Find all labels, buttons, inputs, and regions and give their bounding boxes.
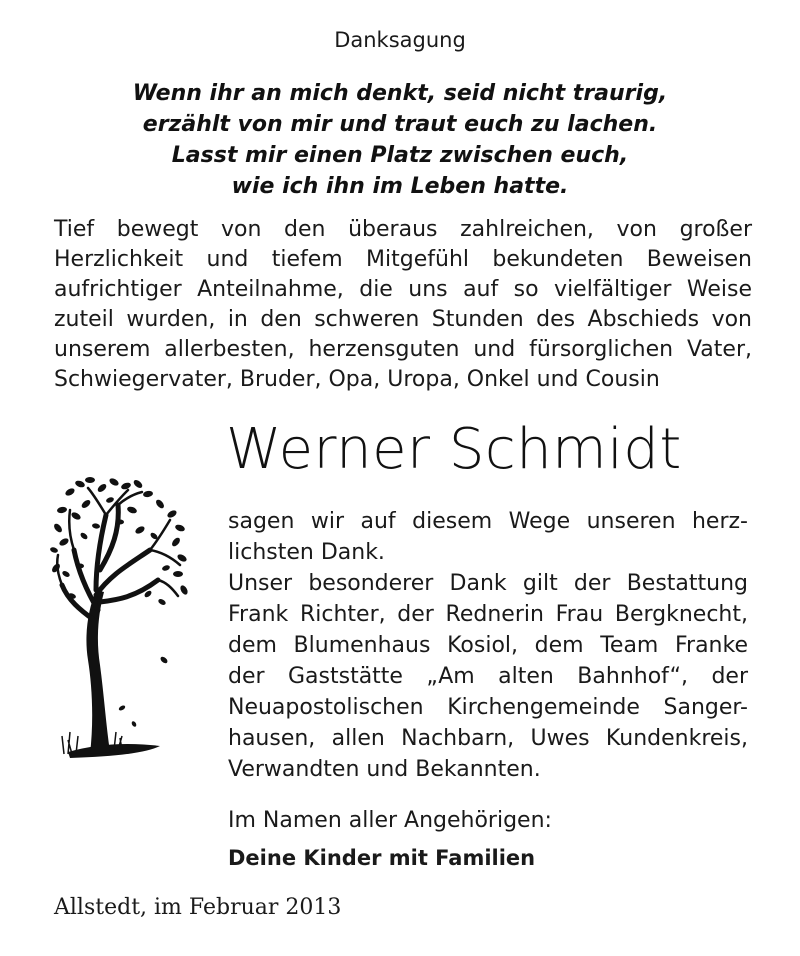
thanks-line: Verwandten und Bekannten. xyxy=(228,757,541,782)
falling-leaf xyxy=(159,656,168,665)
tree-branches xyxy=(62,505,158,620)
intro-line: Schwiegervater, Bruder, Opa, Uropa, Onkel und Cousin xyxy=(54,367,660,392)
intro-line: unserem allerbesten, herzensguten und fürsorglichen Vater, xyxy=(54,337,752,362)
deceased-name: Werner Schmidt xyxy=(226,417,682,482)
tree-illustration xyxy=(50,470,190,770)
intro-paragraph xyxy=(54,215,752,395)
poem-line: Lasst mir einen Platz zwischen euch, xyxy=(171,143,629,168)
thanks-line: Unser besonderer Dank gilt der Bestattung xyxy=(228,571,748,596)
thanks-line: dem Blumenhaus Kosiol, dem Team Franke xyxy=(228,633,748,658)
signature: Deine Kinder mit Familien xyxy=(228,846,536,870)
intro-line: Tief bewegt von den überaus zahlreichen, von großer xyxy=(54,217,752,242)
intro-line: aufrichtiger Anteilnahme, die uns auf so vielfältiger Weise xyxy=(54,277,752,302)
falling-leaf xyxy=(118,705,126,712)
poem-line: wie ich ihn im Leben hatte. xyxy=(231,174,569,199)
falling-leaf xyxy=(131,720,137,727)
thanks-line: lichsten Dank. xyxy=(228,540,385,565)
thanks-line: der Gaststätte „Am alten Bahnhof“, der xyxy=(228,664,748,689)
place-date: Allstedt, im Februar 2013 xyxy=(54,895,342,920)
intro-line: zuteil wurden, in den schweren Stunden des Abschieds von xyxy=(54,307,752,332)
thanks-line: hausen, allen Nachbarn, Uwes Kundenkreis, xyxy=(228,726,748,751)
behalf-line: Im Namen aller Angehörigen: xyxy=(228,808,552,833)
memorial-poem xyxy=(0,78,800,202)
poem-line: erzählt von mir und traut euch zu lachen. xyxy=(142,112,658,137)
intro-line: Herzlichkeit und tiefem Mitgefühl bekundeten Beweisen xyxy=(54,247,752,272)
thanks-paragraph xyxy=(228,506,748,785)
thanks-line: Frank Richter, der Rednerin Frau Bergknecht, xyxy=(228,602,748,627)
notice-heading: Danksagung xyxy=(334,28,466,52)
thanks-line: Neuapostolischen Kirchengemeinde Sanger- xyxy=(228,695,748,720)
poem-line: Wenn ihr an mich denkt, seid nicht traurig, xyxy=(132,81,668,106)
thanks-line: sagen wir auf diesem Wege unseren herz- xyxy=(228,509,748,534)
